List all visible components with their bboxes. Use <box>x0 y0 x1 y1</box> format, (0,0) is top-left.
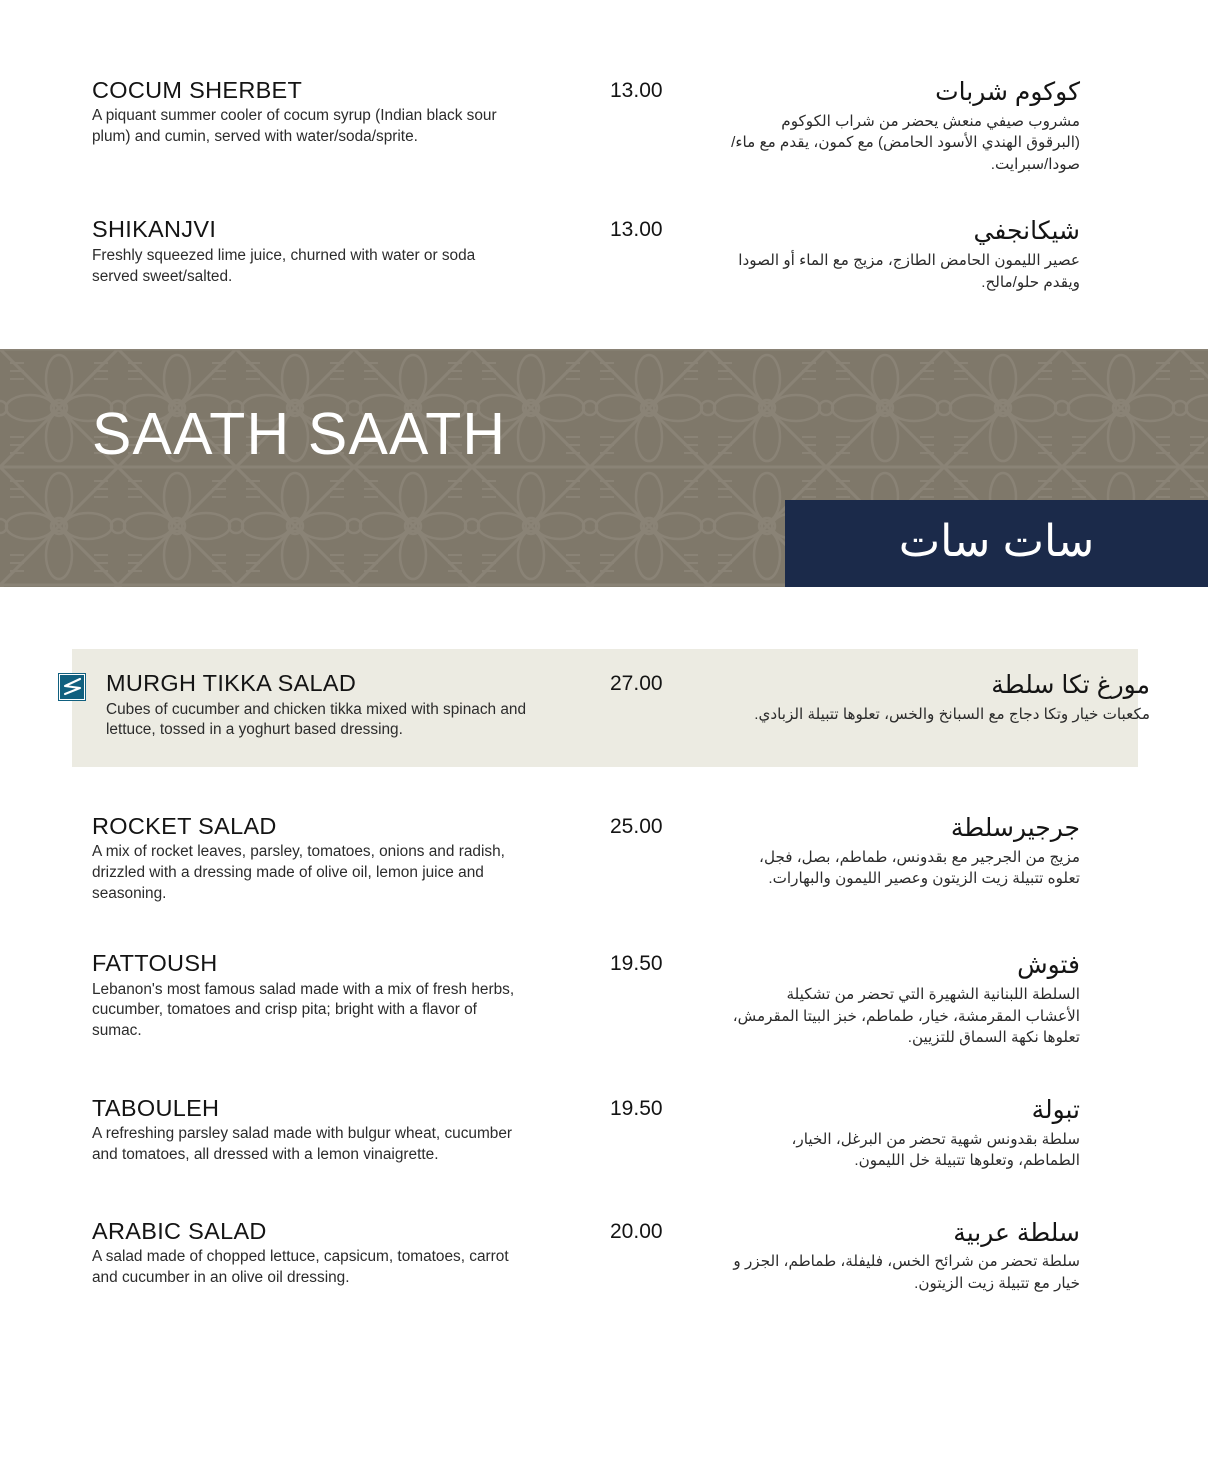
menu-item <box>0 814 1208 904</box>
menu-item <box>0 1219 1208 1295</box>
menu-item-left <box>92 1219 588 1295</box>
menu-item-right <box>728 1219 1158 1295</box>
menu-item-description-arabic: مزيج من الجرجير مع بقدونس، طماطم، بصل، فجل، تعلوه تتبيلة زيت الزيتون وعصير الليمون والبهارات. <box>759 848 1080 888</box>
menu-item-name-arabic: جرجيرسلطة <box>950 814 1080 843</box>
menu-item <box>0 217 1208 293</box>
menu-item-description: A mix of rocket leaves, parsley, tomatoes, onions and radish, drizzled with a dressing made of olive oil, lemon juice and seasoning. <box>92 843 505 902</box>
menu-item <box>0 1096 1208 1172</box>
menu-item-name: SHIKANJVI <box>92 216 217 243</box>
menu-item-name-arabic: سلطة عربية <box>953 1218 1080 1247</box>
menu-item-description-arabic: عصير الليمون الحامض الطازج، مزيج مع الماء أو الصودا ويقدم حلو/مالح. <box>738 252 1080 291</box>
menu-item-description: Cubes of cucumber and chicken tikka mixed with spinach and lettuce, tossed in a yoghurt based dressing. <box>106 700 527 739</box>
menu-item-name-arabic: تبولة <box>1031 1095 1080 1124</box>
section-banner <box>0 349 1208 587</box>
signature-icon <box>58 673 86 701</box>
menu-item-description: Lebanon's most famous salad made with a mix of fresh herbs, cucumber, tomatoes and crisp pita; bright with a flavor of sumac. <box>92 980 515 1039</box>
menu-item-name: TABOULEH <box>92 1094 220 1121</box>
menu-item-price: 19.50 <box>610 1096 663 1120</box>
menu-item-description-arabic: السلطة اللبنانية الشهيرة التي تحضر من تشكيلة الأعشاب المقرمشة، خيار، طماطم، خبز البيتا المقرمش، تعلوها نكهة السماق للتزيين. <box>732 986 1080 1047</box>
menu-item-description-arabic: سلطة بقدونس شهية تحضر من البرغل، الخيار، الطماطم، وتعلوها تتبيلة خل الليمون. <box>791 1130 1080 1170</box>
menu-item <box>0 78 1208 175</box>
menu-item-highlighted <box>72 649 1150 767</box>
menu-item-price: 27.00 <box>610 672 663 696</box>
menu-item-name-arabic: مورغ تكا سلطة <box>991 671 1150 700</box>
menu-item-right <box>728 951 1158 1048</box>
menu-item-name: ROCKET SALAD <box>92 813 277 840</box>
drinks-section <box>0 0 1208 293</box>
menu-item-description: A refreshing parsley salad made with bulgur wheat, cucumber and tomatoes, all dressed with a lemon vinaigrette. <box>92 1125 513 1163</box>
menu-item-name: ARABIC SALAD <box>92 1217 267 1244</box>
section-title-arabic-box <box>785 500 1208 587</box>
menu-item-name: MURGH TIKKA SALAD <box>106 670 357 697</box>
menu-item-right <box>728 671 1158 741</box>
section-title-arabic: سات سات <box>898 516 1095 566</box>
menu-item-right <box>728 814 1158 904</box>
menu-item-description: A salad made of chopped lettuce, capsicum, tomatoes, carrot and cucumber in an olive oil dressing. <box>92 1248 509 1286</box>
menu-item-description-arabic: مكعبات خيار وتكا دجاج مع السبانخ والخس، تعلوها تتبيلة الزبادي. <box>754 706 1150 724</box>
menu-item-price: 25.00 <box>610 815 663 839</box>
menu-item-price: 13.00 <box>610 218 663 242</box>
menu-item-left <box>92 671 588 741</box>
menu-item-name-arabic: فتوش <box>1017 951 1080 980</box>
menu-item-description-arabic: سلطة تحضر من شرائح الخس، فليفلة، طماطم، الجزر و خيار مع تتبيلة زيت الزيتون. <box>733 1253 1080 1293</box>
menu-item-name-arabic: شيكانجفي <box>973 217 1080 246</box>
menu-item-name: FATTOUSH <box>92 950 218 977</box>
menu-item-price: 20.00 <box>610 1219 663 1243</box>
menu-item-price: 13.00 <box>610 79 663 102</box>
menu-item-price: 19.50 <box>610 952 663 976</box>
menu-item-left <box>92 1096 588 1172</box>
menu-item-left <box>92 951 588 1048</box>
menu-item-left <box>92 78 588 175</box>
menu-item-right <box>728 1096 1158 1172</box>
section-title: SAATH SAATH <box>92 401 507 468</box>
menu-item-right <box>728 78 1158 175</box>
menu-item-right <box>728 217 1158 293</box>
menu-item-left <box>92 217 588 293</box>
menu-item-name-arabic: كوكوم شربات <box>935 78 1080 106</box>
menu-item <box>0 951 1208 1048</box>
menu-item-name: COCUM SHERBET <box>92 77 303 103</box>
salads-section <box>0 587 1208 1294</box>
menu-item-left <box>92 814 588 904</box>
menu-item-description: A piquant summer cooler of cocum syrup (Indian black sour plum) and cumin, served with water/soda/sprite. <box>92 107 497 146</box>
menu-item-description-arabic: مشروب صيفي منعش يحضر من شراب الكوكوم (البرقوق الهندي الأسود الحامض) مع كمون، يقدم مع ماء/صودا/سبرايت. <box>731 112 1080 173</box>
menu-item-description: Freshly squeezed lime juice, churned with water or soda served sweet/salted. <box>92 246 476 285</box>
